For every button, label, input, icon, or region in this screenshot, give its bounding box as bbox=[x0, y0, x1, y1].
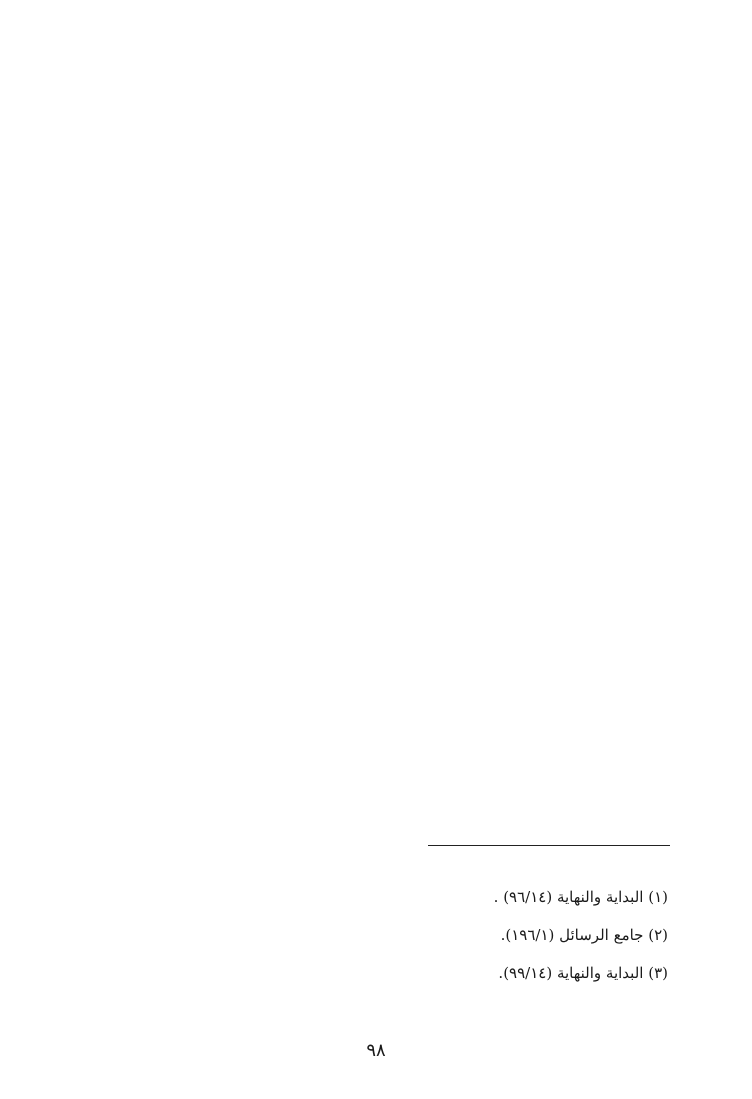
footnotes bbox=[268, 878, 668, 992]
footnote-item: (٣) البداية والنهاية (٩٩/١٤). bbox=[498, 964, 668, 982]
footnote-item: (١) البداية والنهاية (٩٦/١٤) . bbox=[493, 888, 668, 906]
footnote-item: (٢) جامع الرسائل (١٩٦/١). bbox=[500, 926, 668, 944]
footnote-separator bbox=[428, 845, 670, 846]
page-number: ٩٨ bbox=[366, 1040, 386, 1061]
